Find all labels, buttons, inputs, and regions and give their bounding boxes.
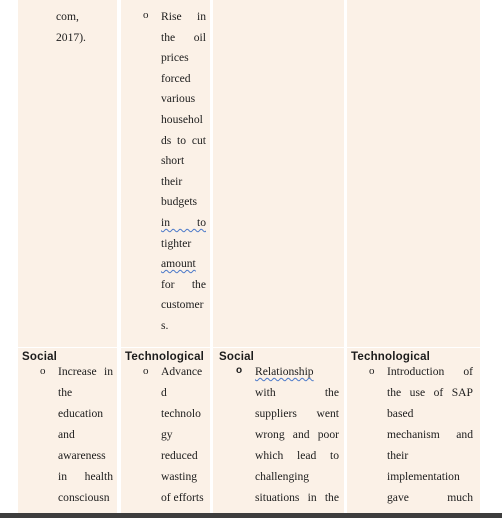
- bullet-marker: o: [236, 365, 243, 376]
- text-line: based: [387, 407, 414, 420]
- text-line: and: [58, 428, 75, 441]
- text-line: technolo: [161, 407, 201, 420]
- text-line: tighter: [161, 237, 192, 250]
- text-line: Advance: [161, 365, 203, 378]
- text-line: amount: [161, 257, 196, 270]
- text-line: prices: [161, 51, 189, 64]
- text-line: the oil: [161, 31, 206, 44]
- text-line: with the: [255, 386, 339, 399]
- text-line: Rise in: [161, 10, 206, 23]
- text-line: budgets: [161, 195, 198, 208]
- text-line: suppliers went: [255, 407, 339, 420]
- text-line: d: [161, 386, 167, 399]
- window-bottom-edge: [0, 513, 502, 518]
- text-line: consciousn: [58, 491, 110, 504]
- cell-text: 2017).: [56, 31, 86, 44]
- text-line: awareness: [58, 449, 106, 462]
- text-line: their: [161, 175, 183, 188]
- text-line: reduced: [161, 449, 198, 462]
- cell-heading: Social: [219, 351, 255, 363]
- bullet-marker: o: [40, 365, 46, 377]
- text-line: in to: [161, 216, 206, 229]
- text-line: the: [58, 386, 73, 399]
- text-line: wasting: [161, 470, 198, 483]
- text-line: the use of SAP: [387, 386, 473, 399]
- bullet-marker: o: [143, 9, 149, 21]
- text-line: gy: [161, 428, 173, 441]
- text-line: s.: [161, 319, 169, 332]
- text-line: education: [58, 407, 104, 420]
- text-line: Increase in: [58, 365, 113, 378]
- cell-heading: Technological: [351, 351, 431, 363]
- text-line: their: [387, 449, 409, 462]
- text-line: for the: [161, 278, 206, 291]
- text-line: customer: [161, 298, 204, 311]
- text-line: various: [161, 92, 196, 105]
- bullet-marker: o: [143, 365, 149, 377]
- text-line: in health: [58, 470, 113, 483]
- page-margin: [480, 0, 502, 513]
- text-line: mechanism and: [387, 428, 473, 441]
- text-line: which lead to: [255, 449, 339, 462]
- text-line: househol: [161, 113, 203, 126]
- cell-heading: Social: [22, 351, 58, 363]
- text-line: implementation: [387, 470, 460, 483]
- text-line: Introduction of: [387, 365, 473, 378]
- text-line: ds to cut: [161, 134, 206, 147]
- text-line: short: [161, 154, 185, 167]
- cell-text: com,: [56, 10, 79, 23]
- cell-heading: Technological: [125, 351, 205, 363]
- text-line: Relationship: [255, 365, 314, 378]
- text-line: wrong and poor: [255, 428, 339, 441]
- text-line: situations in the: [255, 491, 339, 504]
- text-line: challenging: [255, 470, 310, 483]
- bullet-marker: o: [369, 365, 375, 377]
- text-line: of efforts: [161, 491, 204, 504]
- text-line: gave much: [387, 491, 473, 504]
- text-line: forced: [161, 72, 191, 85]
- row-divider: [0, 347, 480, 348]
